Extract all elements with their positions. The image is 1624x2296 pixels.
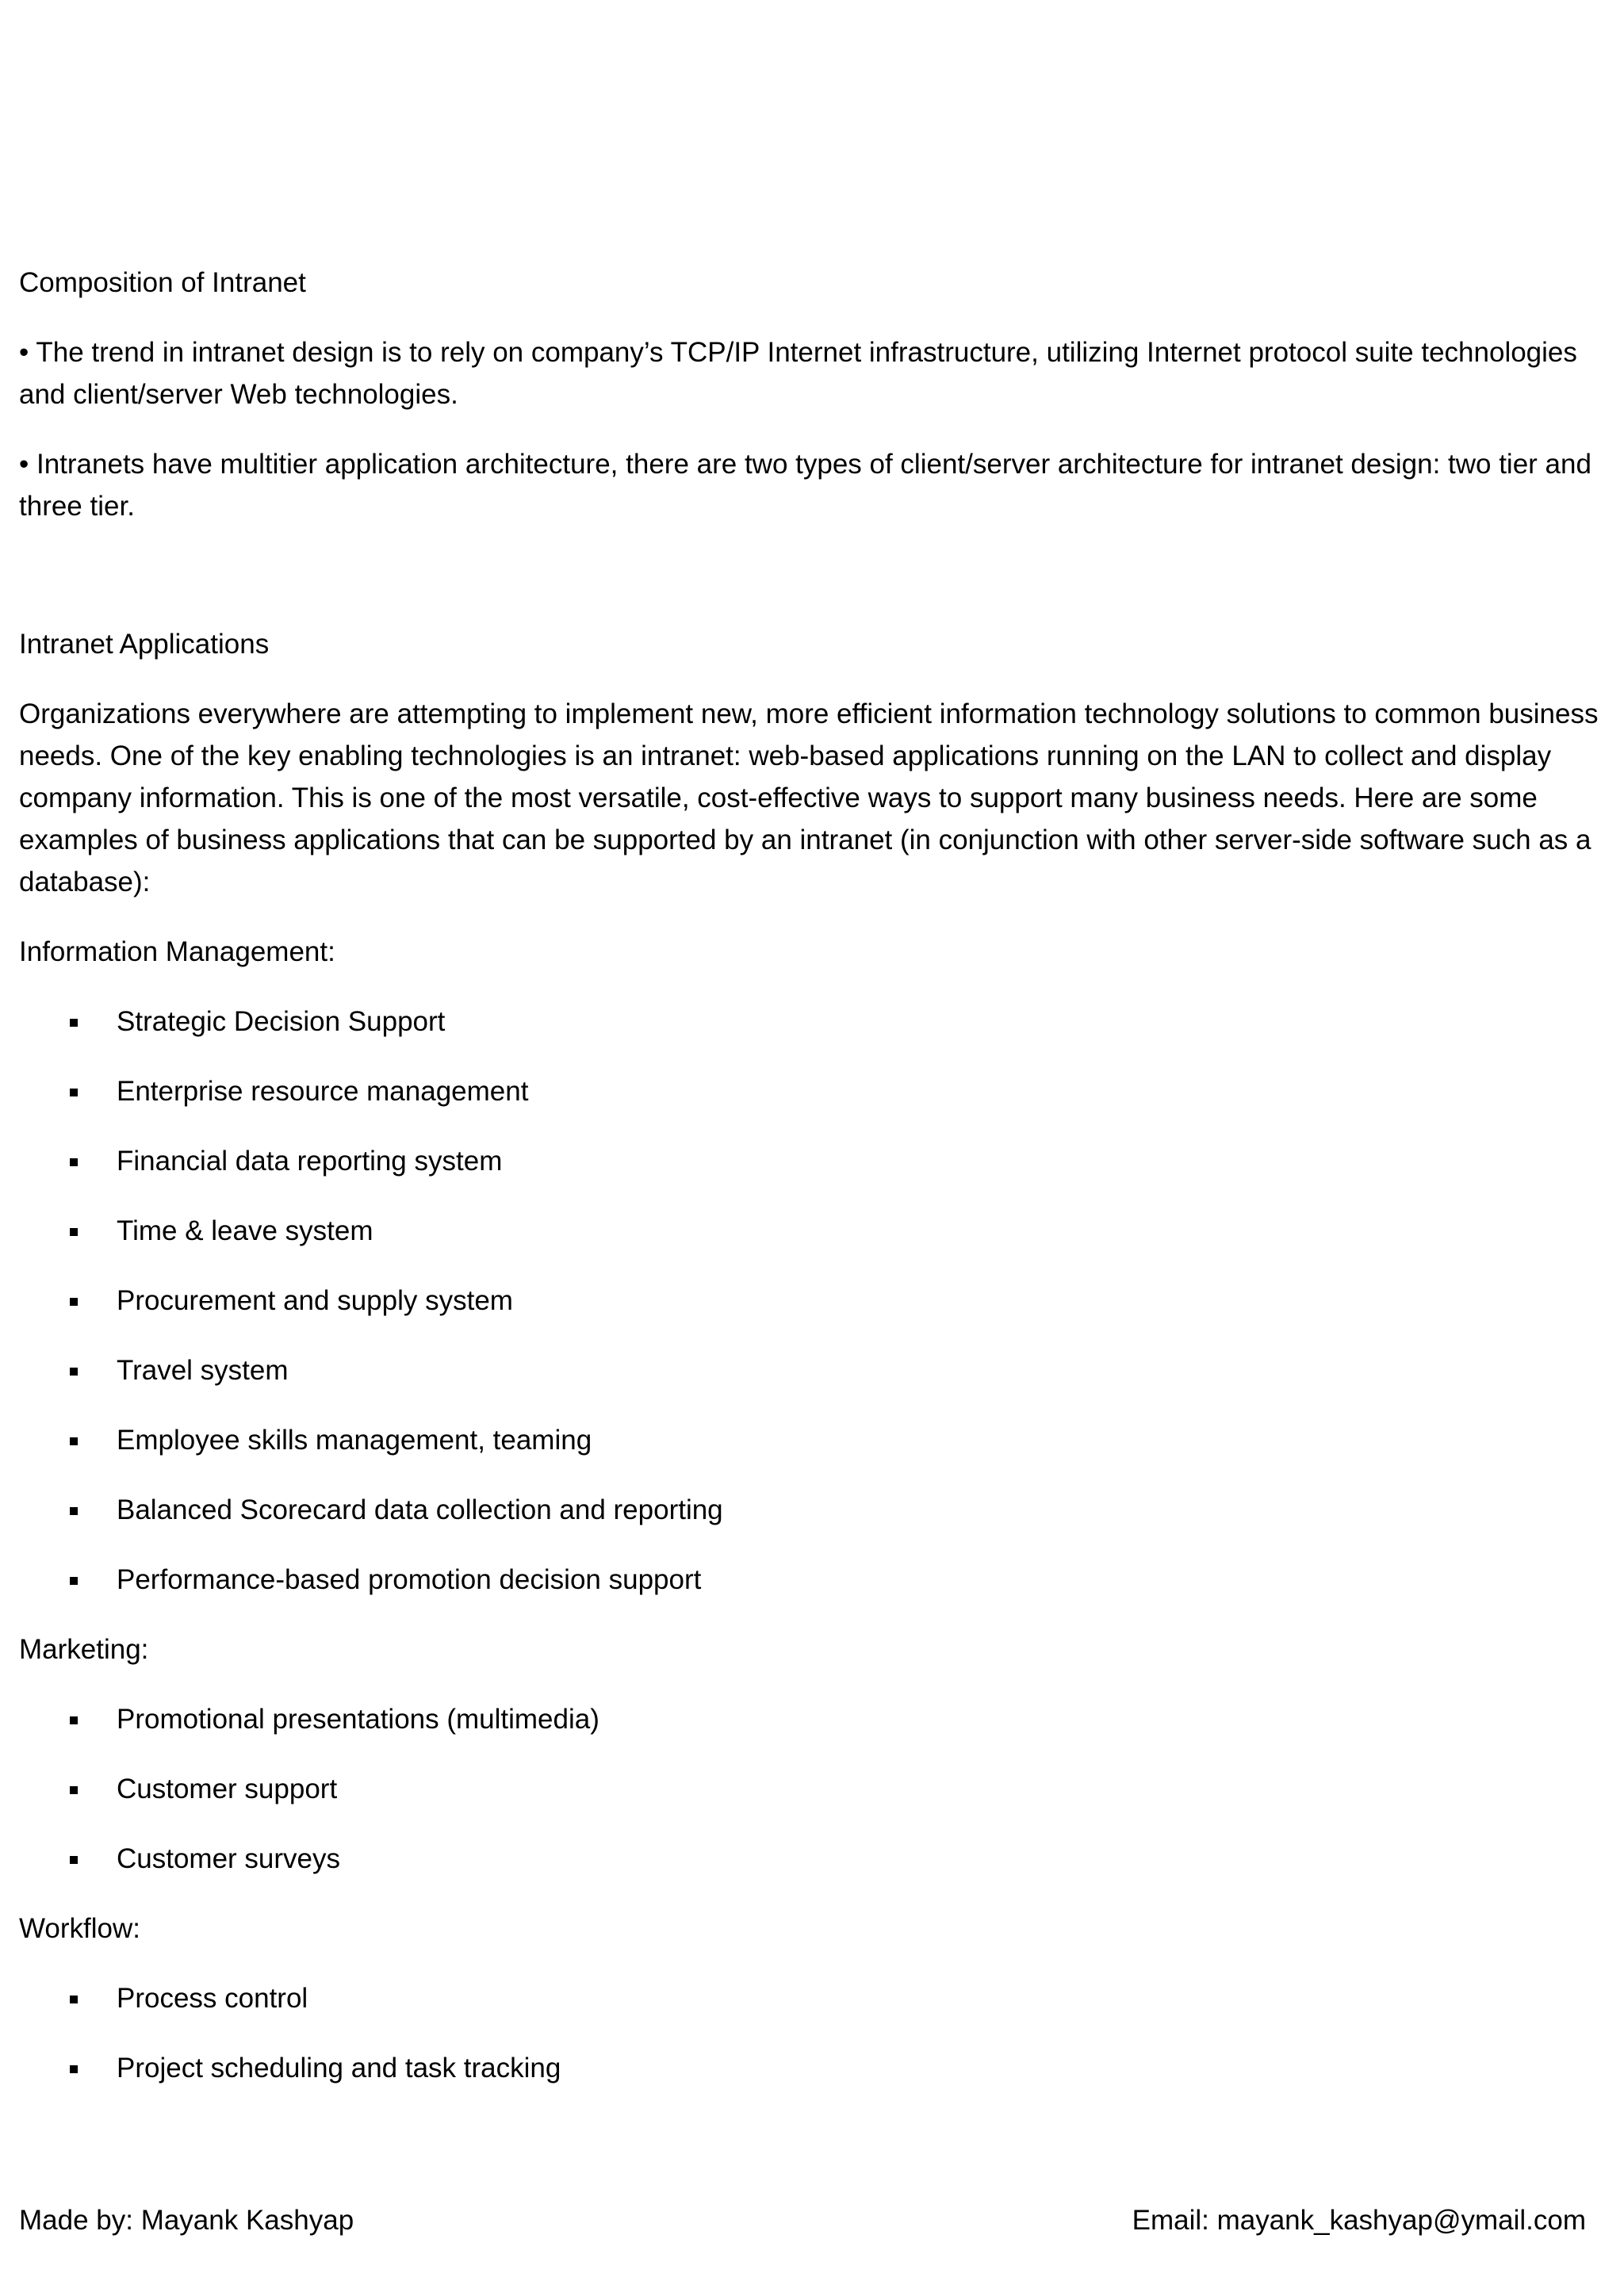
list-item-label: Process control	[117, 1983, 308, 2014]
square-bullet-icon	[70, 1298, 78, 1306]
list-item-label: Travel system	[117, 1355, 289, 1386]
list-item-label: Performance-based promotion decision support	[117, 1564, 702, 1595]
square-bullet-icon	[70, 1158, 78, 1166]
list-item	[19, 1419, 1605, 1461]
square-bullet-icon	[70, 1507, 78, 1515]
list-item	[19, 1768, 1605, 1810]
footer-email: Email: mayank_kashyap@ymail.com	[1132, 2205, 1586, 2236]
list-item-label: Customer support	[117, 1774, 338, 1804]
list-item	[19, 2047, 1605, 2089]
list-item	[19, 1559, 1605, 1601]
square-bullet-icon	[70, 1437, 78, 1445]
list-item	[19, 1280, 1605, 1322]
square-bullet-icon	[70, 1089, 78, 1096]
square-bullet-icon	[70, 1996, 78, 2003]
workflow-list	[19, 1977, 1605, 2089]
list-item-label: Balanced Scorecard data collection and reporting	[117, 1494, 723, 1525]
applications-intro-paragraph: Organizations everywhere are attempting to implement new, more efficient information technology solutions to common business needs. One of the key enabling technologies is an intranet: web-based applications running on the LAN to collect and display company information. This is one of the most versatile, cost-effective ways to support many business needs. Here are some examples of business applications that can be supported by an intranet (in conjunction with other server-side software such as a database):	[19, 698, 1599, 897]
list-item	[19, 1977, 1605, 2019]
section-heading-applications: Intranet Applications	[19, 629, 270, 660]
group-title-information-management: Information Management:	[19, 936, 335, 967]
group-title-marketing: Marketing:	[19, 1634, 149, 1665]
list-item	[19, 1349, 1605, 1391]
list-item	[19, 1001, 1605, 1043]
list-item	[19, 1210, 1605, 1252]
square-bullet-icon	[70, 1856, 78, 1864]
footer-author: Made by: Mayank Kashyap	[19, 2205, 354, 2236]
list-item-label: Project scheduling and task tracking	[117, 2053, 561, 2084]
list-item	[19, 1140, 1605, 1182]
list-item	[19, 1489, 1605, 1531]
list-item-label: Promotional presentations (multimedia)	[117, 1704, 599, 1735]
list-item-label: Financial data reporting system	[117, 1146, 503, 1177]
page-footer	[19, 2199, 1586, 2241]
list-item-label: Enterprise resource management	[117, 1076, 529, 1107]
section-heading-composition: Composition of Intranet	[19, 267, 306, 298]
square-bullet-icon	[70, 1716, 78, 1724]
list-item-label: Customer surveys	[117, 1843, 341, 1874]
square-bullet-icon	[70, 1019, 78, 1027]
list-item	[19, 1070, 1605, 1112]
list-item-label: Strategic Decision Support	[117, 1006, 446, 1037]
list-item	[19, 1698, 1605, 1740]
list-item	[19, 1838, 1605, 1880]
marketing-list	[19, 1698, 1605, 1880]
information-management-list	[19, 1001, 1605, 1601]
square-bullet-icon	[70, 1228, 78, 1236]
composition-paragraph-2: • Intranets have multitier application architecture, there are two types of client/server architecture for intranet design: two tier and three tier.	[19, 449, 1591, 522]
square-bullet-icon	[70, 1577, 78, 1585]
document-body	[19, 262, 1605, 2117]
composition-paragraph-1: • The trend in intranet design is to rely on company’s TCP/IP Internet infrastructure, utilizing Internet protocol suite technologies and client/server Web technologies.	[19, 337, 1577, 410]
square-bullet-icon	[70, 2065, 78, 2073]
square-bullet-icon	[70, 1786, 78, 1794]
list-item-label: Procurement and supply system	[117, 1285, 513, 1316]
list-item-label: Employee skills management, teaming	[117, 1425, 592, 1456]
group-title-workflow: Workflow:	[19, 1913, 140, 1944]
list-item-label: Time & leave system	[117, 1215, 373, 1246]
square-bullet-icon	[70, 1368, 78, 1376]
